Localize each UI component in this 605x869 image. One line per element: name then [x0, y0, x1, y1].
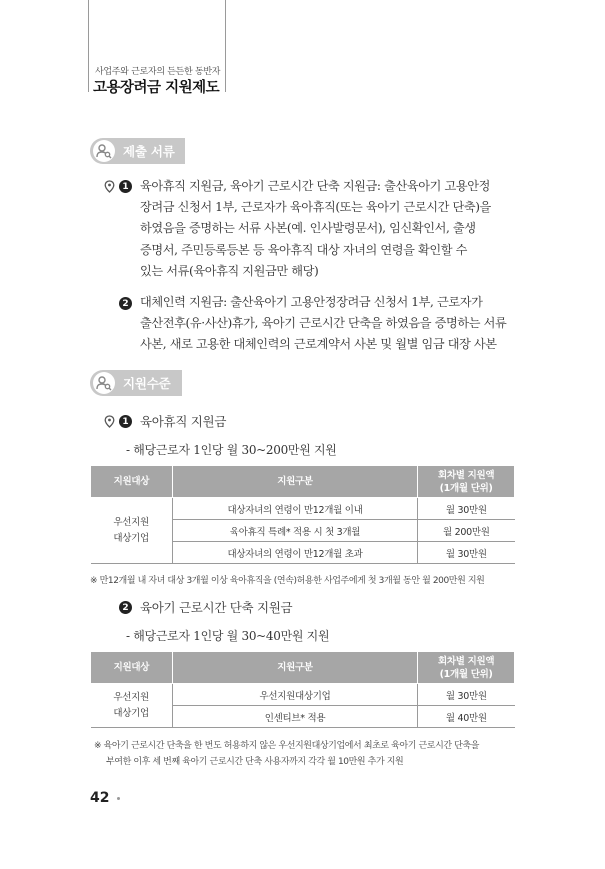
table-header-target: 지원대상 [91, 466, 173, 498]
table-footnote-line: 부여한 이후 세 번째 육아기 근로시간 단축 사용자까지 각각 월 10만원 추가 지원 [106, 757, 404, 767]
item-number-badge: 2 [119, 297, 132, 310]
header-line: 회차별 지원액 [437, 469, 495, 481]
text-line: 증명서, 주민등록등본 등 육아휴직 대상 자녀의 연령을 확인할 수 [140, 242, 467, 257]
table-header-amount [418, 466, 515, 498]
subsection-title: 육아휴직 지원금 [140, 414, 227, 429]
table-cell-target [91, 684, 173, 728]
documents-item-1-text [140, 176, 491, 282]
table-cell-target [91, 498, 173, 564]
table-cell-category: 대상자녀의 연령이 만12개월 이내 [172, 498, 417, 520]
table-row [91, 684, 515, 706]
page-number-dot [117, 797, 120, 800]
table-header-category: 지원구분 [172, 466, 417, 498]
cell-line: 우선지원 [113, 691, 149, 703]
table-header-category: 지원구분 [172, 652, 417, 684]
text-line: 육아휴직 지원금, 육아기 근로시간 단축 지원금: 출산육아기 고용안정 [140, 179, 490, 193]
header-subtitle: 사업주와 근로자의 든든한 동반자 [95, 67, 221, 77]
item-number-badge: 2 [119, 601, 132, 614]
table-cell-amount: 월 30만원 [418, 542, 515, 564]
item-number-badge: 1 [119, 415, 132, 428]
cell-line: 대상기업 [113, 707, 149, 719]
subsection-title: 육아기 근로시간 단축 지원금 [140, 600, 293, 615]
text-line: 장려금 신청서 1부, 근로자가 육아휴직(또는 육아기 근로시간 단축)을 [140, 200, 491, 215]
chapter-header-tab [88, 0, 226, 96]
text-line: 하였음을 증명하는 서류 사본(예. 인사발령문서), 임신확인서, 출생 [140, 221, 476, 236]
table-cell-amount: 월 40만원 [418, 706, 515, 728]
subsection-description: - 해당근로자 1인당 월 30~40만원 지원 [126, 629, 330, 643]
table-cell-category: 대상자녀의 연령이 만12개월 초과 [172, 542, 417, 564]
page-number: 42 [90, 790, 110, 806]
parental-leave-support-table [90, 465, 515, 564]
person-search-icon [93, 140, 115, 162]
subsection-description: - 해당근로자 1인당 월 30~200만원 지원 [126, 443, 337, 457]
table-header-target: 지원대상 [91, 652, 173, 684]
location-pin-icon [103, 415, 116, 428]
section-badge-support-level [90, 370, 182, 396]
header-line: (1개월 단위) [439, 482, 493, 494]
section-badge-documents [90, 138, 185, 164]
table-header-amount [418, 652, 515, 684]
table-footnote-line: ※ 육아기 근로시간 단축을 한 번도 허용하지 않은 우선지원대상기업에서 최초로 육아기 근로시간 단축을 [94, 741, 480, 751]
location-pin-icon [103, 180, 116, 193]
table-cell-category: 우선지원대상기업 [172, 684, 417, 706]
section-title: 지원수준 [123, 376, 171, 391]
header-title: 고용장려금 지원제도 [93, 80, 220, 96]
text-line: 사본, 새로 고용한 대체인력의 근로계약서 사본 및 월별 임금 대장 사본 [140, 337, 497, 352]
text-line: 있는 서류(육아휴직 지원금만 해당) [140, 263, 319, 278]
table-cell-category: 인센티브* 적용 [172, 706, 417, 728]
text-line: 대체인력 지원금: 출산육아기 고용안정장려금 신청서 1부, 근로자가 [140, 295, 483, 309]
table-row [91, 498, 515, 520]
table-footnote: ※ 만12개월 내 자녀 대상 3개월 이상 육아휴직을 (연속)허용한 사업주에게 첫 3개월 동안 월 200만원 지원 [90, 576, 485, 586]
documents-item-2-text [140, 292, 506, 356]
header-line: (1개월 단위) [439, 668, 493, 680]
header-line: 회차별 지원액 [437, 655, 495, 667]
cell-line: 우선지원 [113, 516, 149, 528]
text-line: 출산전후(유·사산)휴가, 육아기 근로시간 단축을 하였음을 증명하는 서류 [140, 316, 507, 331]
section-title: 제출 서류 [123, 144, 175, 159]
table-cell-category: 육아휴직 특례* 적용 시 첫 3개월 [172, 520, 417, 542]
table-cell-amount: 월 30만원 [418, 498, 515, 520]
table-cell-amount: 월 200만원 [418, 520, 515, 542]
cell-line: 대상기업 [113, 532, 149, 544]
item-number-badge: 1 [119, 180, 132, 193]
table-cell-amount: 월 30만원 [418, 684, 515, 706]
person-search-icon [93, 372, 115, 394]
reduced-hours-support-table [90, 651, 515, 728]
